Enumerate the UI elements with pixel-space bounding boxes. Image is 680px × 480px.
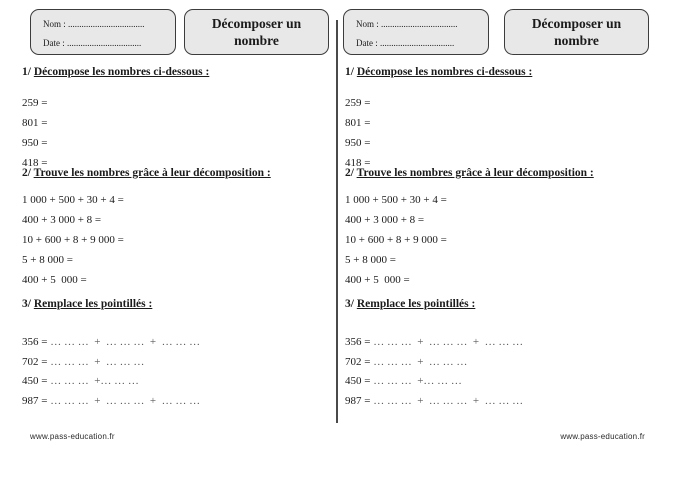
section-3-heading <box>345 296 660 312</box>
section-pointilles <box>345 296 660 411</box>
worksheet-title-box <box>184 9 329 55</box>
section-2-number: 2/ <box>345 167 354 179</box>
nom-label: Nom : .................................. <box>43 19 145 29</box>
dotted-blanks: … … … +… … … <box>373 375 462 387</box>
exercise-line: 10 + 600 + 8 + 9 000 = <box>345 234 447 246</box>
exercise-line <box>22 353 337 373</box>
exercise-line: 801 = <box>22 117 48 129</box>
section-2-title: Trouve les nombres grâce à leur décomposition : <box>356 167 594 179</box>
exercise-line: 5 + 8 000 = <box>22 254 73 266</box>
line-label: 987 = <box>22 394 48 407</box>
exercise-line <box>22 333 337 353</box>
worksheet-copy-left <box>0 0 338 480</box>
exercise-line: 400 + 5 000 = <box>22 274 87 286</box>
exercise-line: 259 = <box>345 97 371 109</box>
worksheet-copy-right <box>340 0 680 480</box>
section-2-number: 2/ <box>22 167 31 179</box>
section-2-title: Trouve les nombres grâce à leur décomposition : <box>33 167 271 179</box>
exercise-line: 400 + 5 000 = <box>345 274 410 286</box>
section-2-heading <box>345 165 660 181</box>
line-label: 356 = <box>22 336 48 348</box>
section-1-number: 1/ <box>22 66 31 78</box>
exercise-line: 5 + 8 000 = <box>345 254 396 266</box>
dotted-blanks: … … … + … … … + … … … <box>50 336 201 348</box>
dotted-blanks: … … … + … … … <box>373 355 468 368</box>
nom-label: Nom : .................................. <box>356 19 458 29</box>
exercise-line: 400 + 3 000 + 8 = <box>22 214 102 226</box>
dotted-blanks: … … … + … … … + … … … <box>373 394 524 407</box>
exercise-line: 950 = <box>345 137 371 149</box>
section-3-number: 3/ <box>345 298 354 310</box>
exercise-line <box>22 372 337 392</box>
section-3-heading <box>22 296 337 312</box>
exercise-line <box>22 392 337 412</box>
section-trouve <box>22 165 337 290</box>
section-1-heading <box>345 64 660 80</box>
worksheet-title: Décomposer un nombre <box>211 16 302 48</box>
exercise-line <box>345 353 660 373</box>
exercise-line <box>345 392 660 412</box>
line-label: 702 = <box>22 355 48 368</box>
line-label: 356 = <box>345 336 371 348</box>
line-label: 702 = <box>345 355 371 368</box>
dotted-blanks: … … … + … … … <box>50 355 145 368</box>
exercise-line: 418 = <box>345 157 371 169</box>
footer-url: www.pass-education.fr <box>30 432 115 441</box>
date-label: Date : ................................. <box>43 38 142 48</box>
worksheet-title-box <box>504 9 649 55</box>
section-trouve <box>345 165 660 290</box>
dotted-blanks: … … … +… … … <box>50 375 139 387</box>
line-label: 450 = <box>22 375 48 387</box>
exercise-line: 259 = <box>22 97 48 109</box>
section-3-title: Remplace les pointillés : <box>356 298 476 310</box>
exercise-line: 950 = <box>22 137 48 149</box>
section-decompose <box>345 64 660 173</box>
cut-line-divider <box>336 20 338 423</box>
section-pointilles <box>22 296 337 411</box>
exercise-line: 1 000 + 500 + 30 + 4 = <box>345 194 447 206</box>
dotted-blanks: … … … + … … … + … … … <box>373 336 524 348</box>
nom-date-box <box>343 9 489 55</box>
exercise-line: 1 000 + 500 + 30 + 4 = <box>22 194 124 206</box>
line-label: 987 = <box>345 394 371 407</box>
header-row <box>343 9 649 55</box>
exercise-line <box>345 333 660 353</box>
section-2-heading <box>22 165 337 181</box>
footer-url: www.pass-education.fr <box>560 432 645 441</box>
section-1-heading <box>22 64 337 80</box>
exercise-line: 400 + 3 000 + 8 = <box>345 214 425 226</box>
dotted-blanks: … … … + … … … + … … … <box>50 394 201 407</box>
exercise-line: 418 = <box>22 157 48 169</box>
exercise-line: 10 + 600 + 8 + 9 000 = <box>22 234 124 246</box>
section-3-number: 3/ <box>22 298 31 310</box>
section-1-title: Décompose les nombres ci-dessous : <box>33 66 210 78</box>
section-1-title: Décompose les nombres ci-dessous : <box>356 66 533 78</box>
section-1-number: 1/ <box>345 66 354 78</box>
header-row <box>30 9 329 55</box>
exercise-line: 801 = <box>345 117 371 129</box>
exercise-line <box>345 372 660 392</box>
nom-date-box <box>30 9 176 55</box>
date-label: Date : ................................. <box>356 38 455 48</box>
section-3-title: Remplace les pointillés : <box>33 298 153 310</box>
line-label: 450 = <box>345 375 371 387</box>
section-decompose <box>22 64 337 173</box>
worksheet-title: Décomposer un nombre <box>531 16 622 48</box>
